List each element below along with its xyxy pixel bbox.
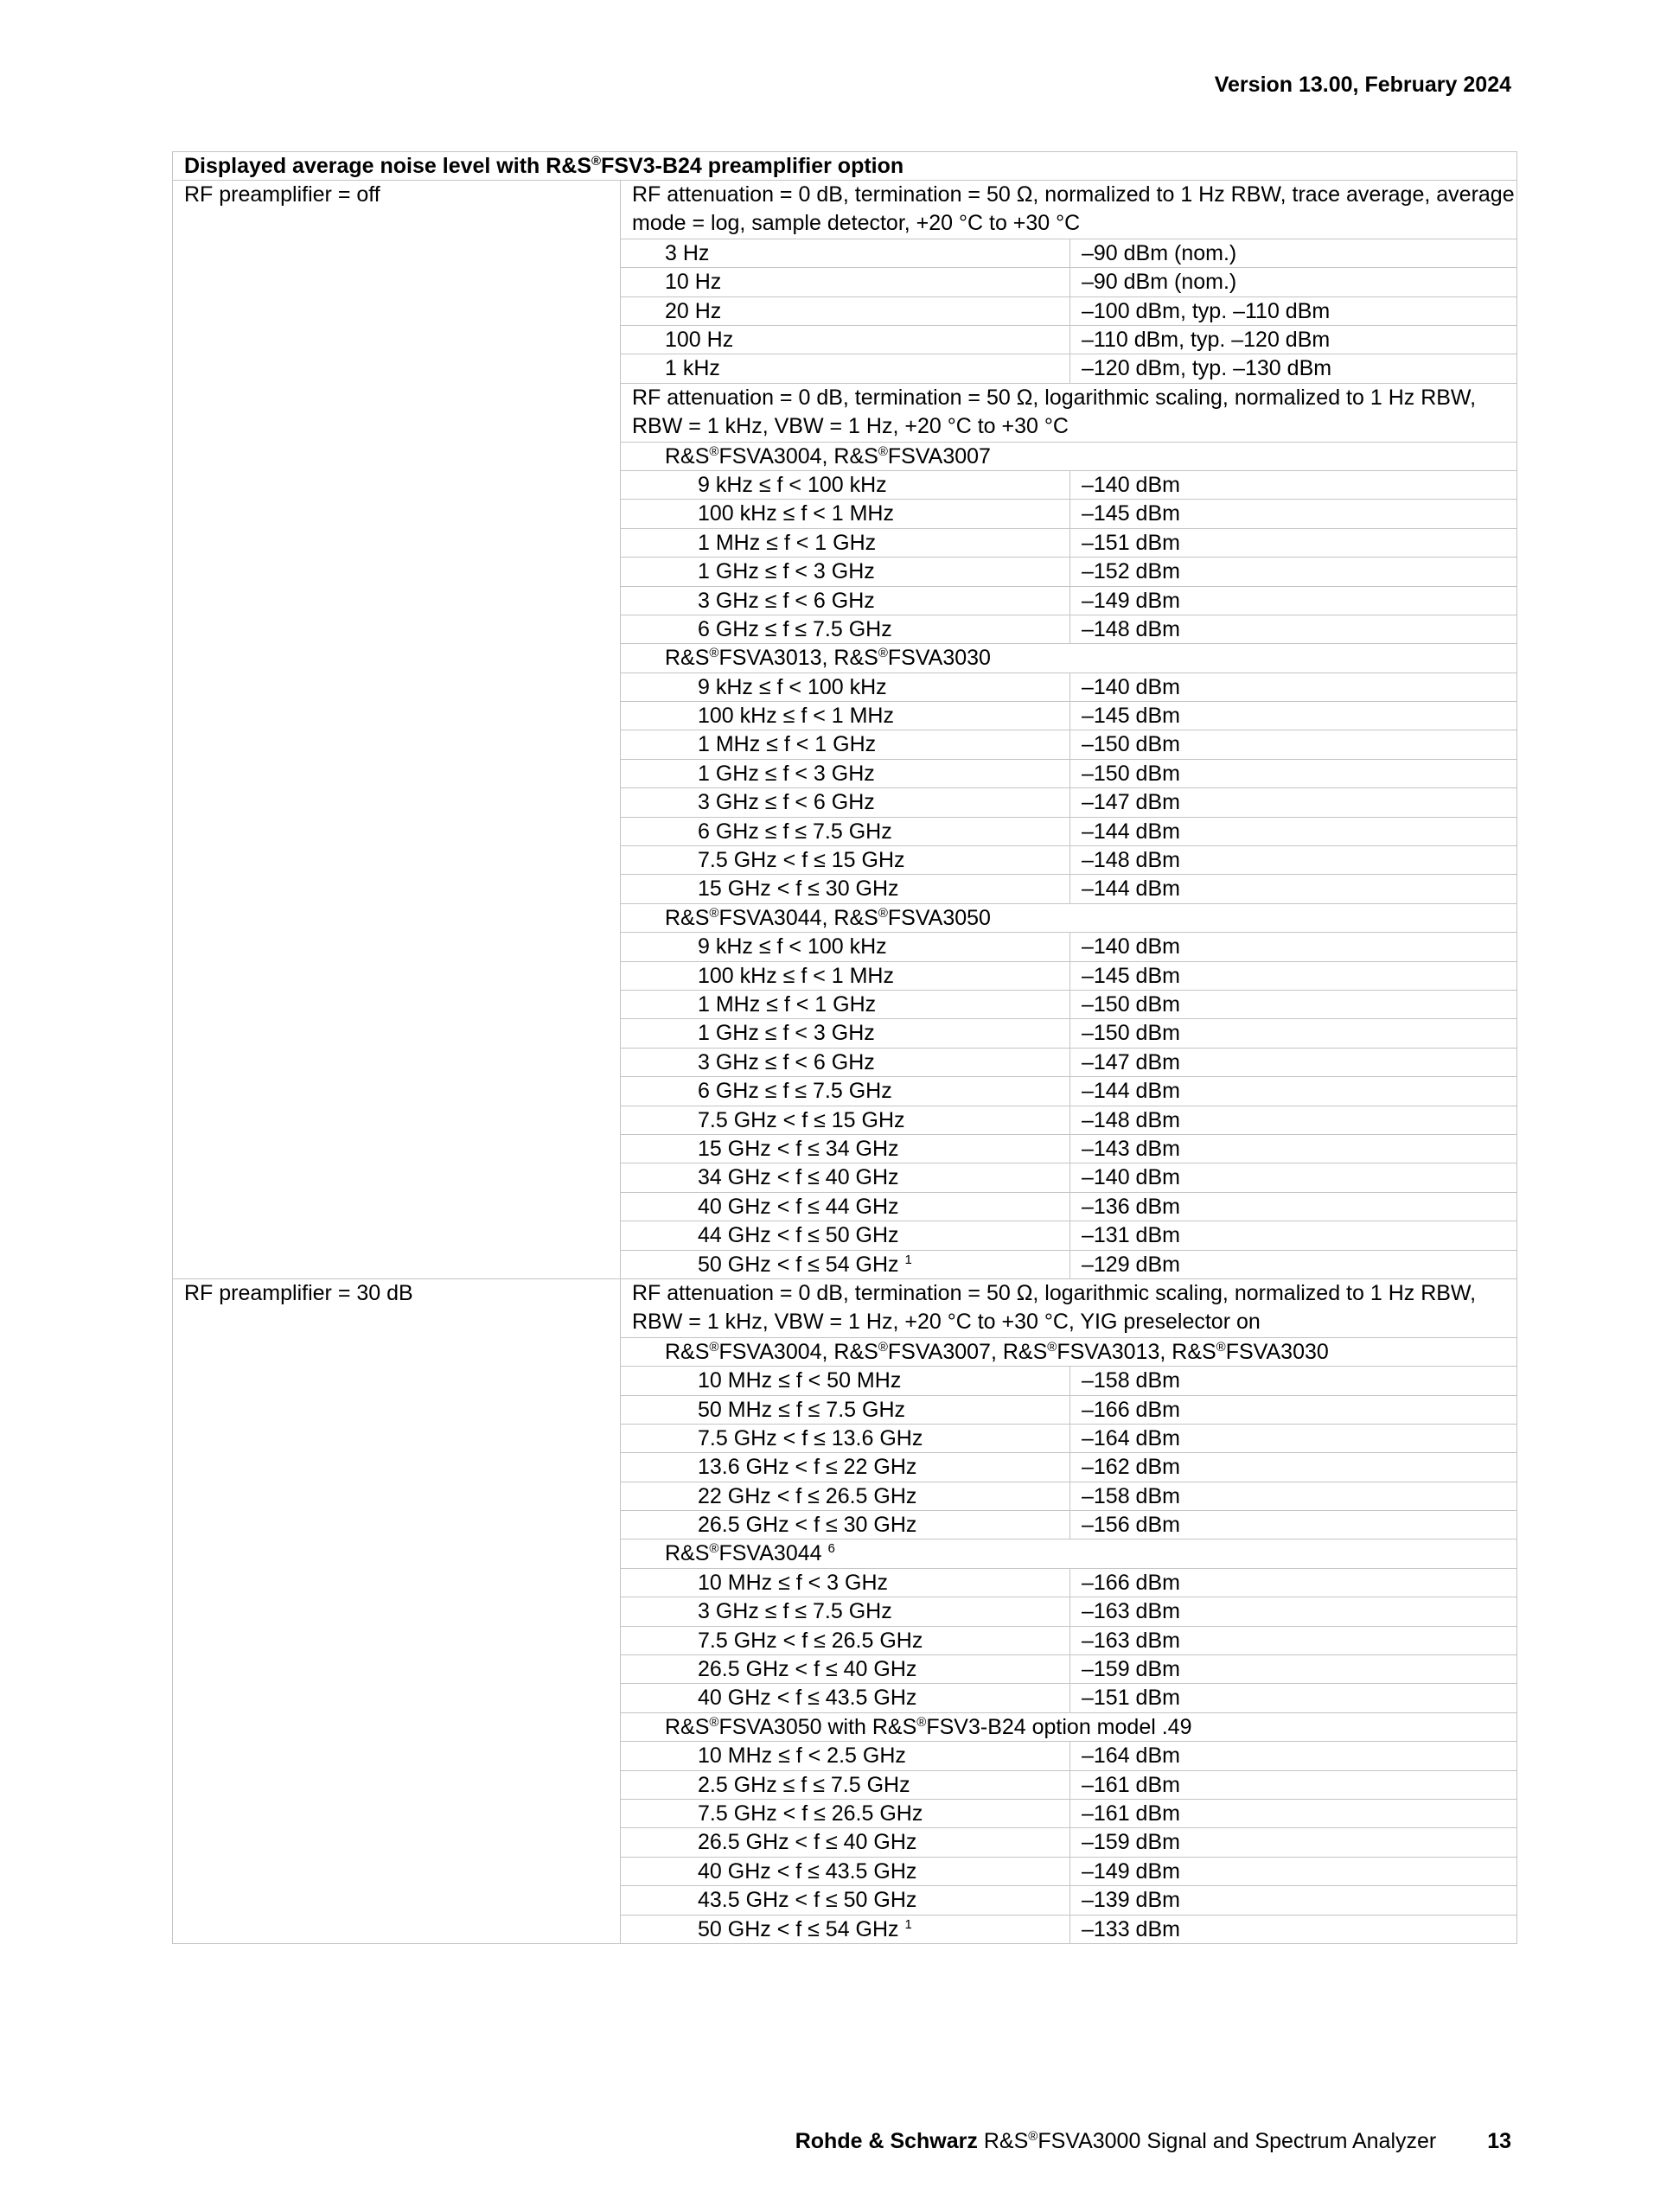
- table-title-text: Displayed average noise level with R&S®FSV3-B24 preamplifier option: [184, 154, 904, 178]
- frequency-range: 3 GHz ≤ f < 6 GHz: [621, 587, 1070, 615]
- table-row: [621, 962, 1517, 991]
- table-row: [621, 239, 1517, 268]
- noise-level-value: –144 dBm: [1070, 818, 1517, 846]
- frequency-range: 3 Hz: [621, 239, 1070, 268]
- table-row: [621, 1858, 1517, 1886]
- frequency-range: 20 Hz: [621, 297, 1070, 326]
- noise-level-value: –133 dBm: [1070, 1916, 1517, 1944]
- frequency-range: 50 MHz ≤ f ≤ 7.5 GHz: [621, 1396, 1070, 1425]
- table-row: [621, 500, 1517, 528]
- noise-level-value: –140 dBm: [1070, 471, 1517, 500]
- frequency-range: 3 GHz ≤ f < 6 GHz: [621, 788, 1070, 817]
- table-row: [621, 991, 1517, 1019]
- noise-level-value: –145 dBm: [1070, 500, 1517, 528]
- model-subheader: R&S®FSVA3013, R&S®FSVA3030: [621, 644, 1517, 673]
- table-row: [621, 673, 1517, 702]
- noise-level-value: –110 dBm, typ. –120 dBm: [1070, 326, 1517, 354]
- table-row: [621, 1597, 1517, 1626]
- table-row: [621, 558, 1517, 586]
- noise-level-value: –145 dBm: [1070, 702, 1517, 730]
- noise-level-value: –161 dBm: [1070, 1771, 1517, 1800]
- noise-level-value: –145 dBm: [1070, 962, 1517, 991]
- table-row: [621, 1684, 1517, 1712]
- frequency-range: 7.5 GHz < f ≤ 13.6 GHz: [621, 1425, 1070, 1453]
- noise-level-value: –147 dBm: [1070, 1049, 1517, 1077]
- table-row: [621, 1135, 1517, 1163]
- noise-level-value: –120 dBm, typ. –130 dBm: [1070, 354, 1517, 383]
- frequency-range: 100 kHz ≤ f < 1 MHz: [621, 962, 1070, 991]
- noise-level-value: –148 dBm: [1070, 846, 1517, 875]
- table-row: [621, 933, 1517, 961]
- noise-level-value: –152 dBm: [1070, 558, 1517, 586]
- group-label: RF preamplifier = 30 dB: [173, 1279, 621, 1944]
- model-subheader: R&S®FSVA3044, R&S®FSVA3050: [621, 904, 1517, 933]
- frequency-range: 1 kHz: [621, 354, 1070, 383]
- table-row: [621, 788, 1517, 817]
- frequency-range: 26.5 GHz < f ≤ 30 GHz: [621, 1511, 1070, 1539]
- frequency-range: 9 kHz ≤ f < 100 kHz: [621, 933, 1070, 961]
- noise-level-value: –158 dBm: [1070, 1367, 1517, 1395]
- page-footer: [795, 2129, 1511, 2154]
- noise-level-value: –140 dBm: [1070, 673, 1517, 702]
- noise-level-value: –164 dBm: [1070, 1425, 1517, 1453]
- table-row: [621, 1453, 1517, 1482]
- table-row: [621, 730, 1517, 759]
- condition-text: RF attenuation = 0 dB, termination = 50 Ω, normalized to 1 Hz RBW, trace average, average mode = log, sample detector, +20 °C to +30 °C: [621, 181, 1517, 239]
- table-row: [621, 471, 1517, 500]
- condition-text: RF attenuation = 0 dB, termination = 50 Ω, logarithmic scaling, normalized to 1 Hz RBW, RBW = 1 kHz, VBW = 1 Hz, +20 °C to +30 °C: [621, 384, 1517, 443]
- noise-level-value: –161 dBm: [1070, 1800, 1517, 1828]
- noise-level-value: –149 dBm: [1070, 1858, 1517, 1886]
- model-subheader: R&S®FSVA3004, R&S®FSVA3007: [621, 443, 1517, 471]
- noise-level-value: –136 dBm: [1070, 1193, 1517, 1221]
- table-row: [621, 1193, 1517, 1221]
- noise-level-value: –139 dBm: [1070, 1886, 1517, 1915]
- table-row: [621, 1077, 1517, 1106]
- table-row: [621, 1367, 1517, 1395]
- table-row: [621, 297, 1517, 326]
- table-row: [621, 1163, 1517, 1192]
- frequency-range: 43.5 GHz < f ≤ 50 GHz: [621, 1886, 1070, 1915]
- frequency-range: 7.5 GHz < f ≤ 26.5 GHz: [621, 1627, 1070, 1655]
- frequency-range: 100 kHz ≤ f < 1 MHz: [621, 500, 1070, 528]
- model-subheader: R&S®FSVA3044 $^6$: [621, 1539, 1517, 1568]
- group-label: RF preamplifier = off: [173, 181, 621, 1279]
- frequency-range: 44 GHz < f ≤ 50 GHz: [621, 1221, 1070, 1250]
- table-row: [621, 1482, 1517, 1511]
- table-row: [621, 846, 1517, 875]
- table-row: [621, 1800, 1517, 1828]
- table-row: [621, 1916, 1517, 1944]
- noise-level-value: –151 dBm: [1070, 529, 1517, 558]
- table-row: [621, 326, 1517, 354]
- noise-level-value: –151 dBm: [1070, 1684, 1517, 1712]
- frequency-range: 15 GHz < f ≤ 30 GHz: [621, 875, 1070, 903]
- frequency-range: 3 GHz ≤ f < 6 GHz: [621, 1049, 1070, 1077]
- noise-level-value: –143 dBm: [1070, 1135, 1517, 1163]
- noise-level-value: –140 dBm: [1070, 1163, 1517, 1192]
- noise-level-value: –90 dBm (nom.): [1070, 268, 1517, 296]
- frequency-range: 1 GHz ≤ f < 3 GHz: [621, 760, 1070, 788]
- frequency-range: 6 GHz ≤ f ≤ 7.5 GHz: [621, 818, 1070, 846]
- table-row: [621, 1569, 1517, 1597]
- noise-level-value: –163 dBm: [1070, 1627, 1517, 1655]
- frequency-range: 1 MHz ≤ f < 1 GHz: [621, 991, 1070, 1019]
- noise-level-value: –144 dBm: [1070, 875, 1517, 903]
- page-number: 13: [1487, 2129, 1511, 2153]
- noise-level-value: –164 dBm: [1070, 1742, 1517, 1770]
- table-row: [621, 1019, 1517, 1048]
- frequency-range: 1 GHz ≤ f < 3 GHz: [621, 1019, 1070, 1048]
- table-row: [621, 1251, 1517, 1279]
- footer-brand: Rohde & Schwarz: [795, 2129, 978, 2153]
- noise-level-value: –158 dBm: [1070, 1482, 1517, 1511]
- frequency-range: 40 GHz < f ≤ 43.5 GHz: [621, 1858, 1070, 1886]
- frequency-range: 10 MHz ≤ f < 50 MHz: [621, 1367, 1070, 1395]
- frequency-range: 50 GHz < f ≤ 54 GHz $^1$: [621, 1916, 1070, 1944]
- noise-level-value: –166 dBm: [1070, 1396, 1517, 1425]
- frequency-range: 7.5 GHz < f ≤ 15 GHz: [621, 846, 1070, 875]
- table-row: [621, 1886, 1517, 1915]
- group-body: [621, 181, 1517, 1279]
- table-row: [621, 818, 1517, 846]
- noise-level-value: –140 dBm: [1070, 933, 1517, 961]
- frequency-range: 34 GHz < f ≤ 40 GHz: [621, 1163, 1070, 1192]
- noise-level-value: –131 dBm: [1070, 1221, 1517, 1250]
- condition-text: RF attenuation = 0 dB, termination = 50 Ω, logarithmic scaling, normalized to 1 Hz RBW, RBW = 1 kHz, VBW = 1 Hz, +20 °C to +30 °C, YIG preselector on: [621, 1279, 1517, 1338]
- footnote-ref: 1: [904, 1916, 912, 1932]
- table-row: [621, 615, 1517, 644]
- frequency-range: 1 MHz ≤ f < 1 GHz: [621, 529, 1070, 558]
- frequency-range: 9 kHz ≤ f < 100 kHz: [621, 673, 1070, 702]
- table-row: [621, 1425, 1517, 1453]
- table-row: [621, 1106, 1517, 1135]
- frequency-range: 3 GHz ≤ f ≤ 7.5 GHz: [621, 1597, 1070, 1626]
- table-body: [173, 181, 1517, 1944]
- table-title: [173, 152, 1517, 181]
- frequency-range: 26.5 GHz < f ≤ 40 GHz: [621, 1828, 1070, 1857]
- frequency-range: 100 kHz ≤ f < 1 MHz: [621, 702, 1070, 730]
- frequency-range: 2.5 GHz ≤ f ≤ 7.5 GHz: [621, 1771, 1070, 1800]
- frequency-range: 22 GHz < f ≤ 26.5 GHz: [621, 1482, 1070, 1511]
- noise-level-value: –150 dBm: [1070, 1019, 1517, 1048]
- table-row: [621, 1221, 1517, 1250]
- table-row: [621, 1655, 1517, 1684]
- model-subheader: R&S®FSVA3004, R&S®FSVA3007, R&S®FSVA3013, R&S®FSVA3030: [621, 1338, 1517, 1367]
- frequency-range: 7.5 GHz < f ≤ 26.5 GHz: [621, 1800, 1070, 1828]
- noise-level-value: –150 dBm: [1070, 760, 1517, 788]
- frequency-range: 6 GHz ≤ f ≤ 7.5 GHz: [621, 615, 1070, 644]
- table-row: [621, 1049, 1517, 1077]
- noise-level-value: –156 dBm: [1070, 1511, 1517, 1539]
- noise-level-value: –100 dBm, typ. –110 dBm: [1070, 297, 1517, 326]
- noise-level-value: –162 dBm: [1070, 1453, 1517, 1482]
- noise-level-value: –150 dBm: [1070, 730, 1517, 759]
- table-row: [621, 875, 1517, 903]
- frequency-range: 1 GHz ≤ f < 3 GHz: [621, 558, 1070, 586]
- noise-level-table: [172, 151, 1517, 1944]
- frequency-range: 50 GHz < f ≤ 54 GHz $^1$: [621, 1251, 1070, 1279]
- frequency-range: 10 MHz ≤ f < 2.5 GHz: [621, 1742, 1070, 1770]
- frequency-range: 1 MHz ≤ f < 1 GHz: [621, 730, 1070, 759]
- table-row: [621, 1511, 1517, 1539]
- frequency-range: 10 MHz ≤ f < 3 GHz: [621, 1569, 1070, 1597]
- noise-level-value: –148 dBm: [1070, 615, 1517, 644]
- noise-level-value: –148 dBm: [1070, 1106, 1517, 1135]
- table-row: [621, 760, 1517, 788]
- frequency-range: 40 GHz < f ≤ 43.5 GHz: [621, 1684, 1070, 1712]
- table-row: [621, 268, 1517, 296]
- table-row: [621, 529, 1517, 558]
- noise-level-value: –149 dBm: [1070, 587, 1517, 615]
- table-row: [621, 1627, 1517, 1655]
- noise-level-value: –90 dBm (nom.): [1070, 239, 1517, 268]
- table-row: [621, 587, 1517, 615]
- footer-product: R&S®FSVA3000 Signal and Spectrum Analyzer: [983, 2129, 1437, 2153]
- table-row: [621, 1771, 1517, 1800]
- noise-level-value: –159 dBm: [1070, 1655, 1517, 1684]
- table-row: [621, 702, 1517, 730]
- frequency-range: 9 kHz ≤ f < 100 kHz: [621, 471, 1070, 500]
- frequency-range: 7.5 GHz < f ≤ 15 GHz: [621, 1106, 1070, 1135]
- frequency-range: 100 Hz: [621, 326, 1070, 354]
- footnote-ref: 6: [827, 1541, 835, 1557]
- model-subheader: R&S®FSVA3050 with R&S®FSV3-B24 option model .49: [621, 1713, 1517, 1742]
- frequency-range: 40 GHz < f ≤ 44 GHz: [621, 1193, 1070, 1221]
- noise-level-value: –159 dBm: [1070, 1828, 1517, 1857]
- frequency-range: 15 GHz < f ≤ 34 GHz: [621, 1135, 1070, 1163]
- table-row: [621, 1396, 1517, 1425]
- noise-level-value: –150 dBm: [1070, 991, 1517, 1019]
- frequency-range: 26.5 GHz < f ≤ 40 GHz: [621, 1655, 1070, 1684]
- table-group: [173, 1279, 1517, 1944]
- table-row: [621, 1742, 1517, 1770]
- frequency-range: 6 GHz ≤ f ≤ 7.5 GHz: [621, 1077, 1070, 1106]
- document-version: Version 13.00, February 2024: [1214, 73, 1511, 97]
- frequency-range: 10 Hz: [621, 268, 1070, 296]
- noise-level-value: –163 dBm: [1070, 1597, 1517, 1626]
- noise-level-value: –166 dBm: [1070, 1569, 1517, 1597]
- noise-level-value: –129 dBm: [1070, 1251, 1517, 1279]
- frequency-range: 13.6 GHz < f ≤ 22 GHz: [621, 1453, 1070, 1482]
- group-body: [621, 1279, 1517, 1944]
- noise-level-value: –147 dBm: [1070, 788, 1517, 817]
- table-group: [173, 181, 1517, 1279]
- table-row: [621, 354, 1517, 383]
- noise-level-value: –144 dBm: [1070, 1077, 1517, 1106]
- table-row: [621, 1828, 1517, 1857]
- footnote-ref: 1: [904, 1252, 912, 1267]
